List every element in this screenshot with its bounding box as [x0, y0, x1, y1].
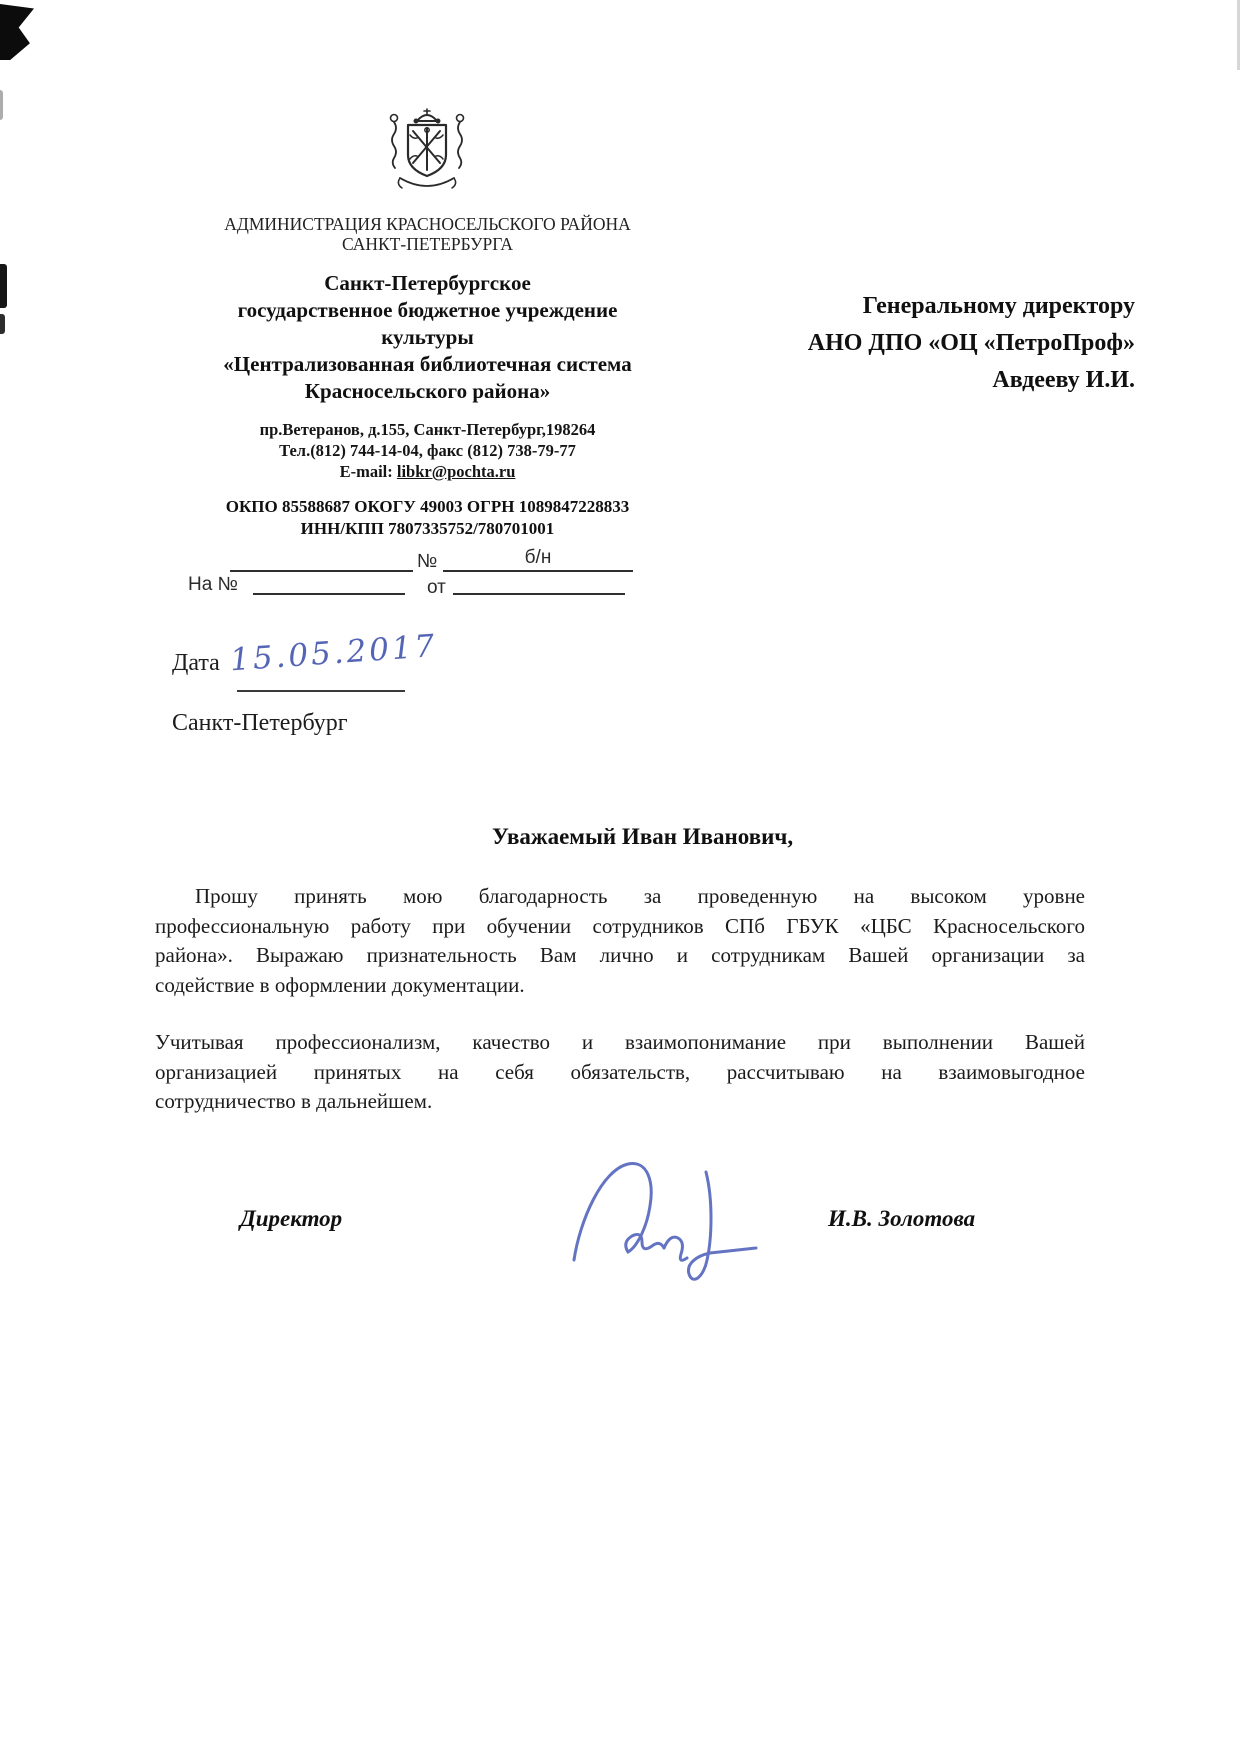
date-underline — [237, 676, 405, 692]
coat-of-arms-emblem-icon — [385, 106, 469, 196]
email-address: libkr@pochta.ru — [396, 462, 516, 481]
signature-name: И.В. Золотова — [828, 1206, 976, 1231]
addressee-name: Авдееву И.И. — [992, 367, 1135, 393]
addressee-block — [770, 288, 1135, 399]
reply-from-label: от — [427, 577, 446, 598]
reply-date-blank — [453, 577, 625, 595]
outgoing-number-line — [443, 547, 633, 572]
email-line — [160, 461, 695, 482]
addressee-organization: АНО ДПО «ОЦ «ПетроПроф» — [807, 330, 1135, 356]
date-label: Дата — [172, 650, 220, 676]
contact-block — [160, 419, 695, 482]
addressee-position: Генеральному директору — [862, 293, 1135, 319]
inn-kpp-line: ИНН/КПП 7807335752/780701001 — [300, 518, 555, 538]
outgoing-number-value: б/н — [524, 547, 552, 568]
reply-number-label: На № — [188, 574, 238, 595]
body-paragraph-2: Учитывая профессионализм, качество и взаимопонимание при выполнении Вашей организацией принятых на себя обязательств, рассчитываю на взаимовыгодное сотрудничество в дальнейшем. — [155, 1030, 1085, 1113]
salutation: Уважаемый Иван Иванович, — [492, 824, 794, 849]
administration-line-2: САНКТ-ПЕТЕРБУРГА — [341, 234, 514, 254]
administration-line-1: АДМИНИСТРАЦИЯ КРАСНОСЕЛЬСКОГО РАЙОНА — [224, 214, 631, 234]
number-sign-label: № — [417, 551, 438, 572]
email-label: E-mail: — [339, 462, 393, 481]
scan-artifact-corner — [0, 4, 34, 60]
outgoing-number-blank — [230, 554, 413, 572]
scan-artifact-edge — [0, 264, 7, 308]
city-line: Санкт-Петербург — [172, 710, 348, 736]
registration-codes — [160, 496, 695, 539]
scan-artifact-edge — [0, 90, 3, 120]
okpo-ogrn-line: ОКПО 85588687 ОКОГУ 49003 ОГРН 1089847228833 — [225, 497, 630, 516]
scan-artifact-edge — [0, 314, 5, 334]
reply-number-blank — [253, 577, 405, 595]
signature-autograph — [560, 1142, 810, 1302]
handwritten-date: 15.05.2017 — [228, 628, 439, 679]
organization-name: Санкт-Петербургское государственное бюджетное учреждение культуры «Централизованная библиотечная система Красносельского района» — [223, 271, 632, 403]
signature-title: Директор — [240, 1206, 343, 1231]
postal-address: пр.Ветеранов, д.155, Санкт-Петербург,198264 — [259, 420, 596, 439]
phone-fax-line: Тел.(812) 744-14-04, факс (812) 738-79-77 — [279, 441, 576, 460]
body-paragraph-1: Прошу принять мою благодарность за проведенную на высоком уровне профессиональную работу при обучении сотрудников СПб ГБУК «ЦБС Красносельского района». Выражаю признательность Вам лично и сотрудникам Вашей организации за содействие в оформлении документации. — [155, 884, 1085, 997]
letterhead — [160, 214, 695, 539]
